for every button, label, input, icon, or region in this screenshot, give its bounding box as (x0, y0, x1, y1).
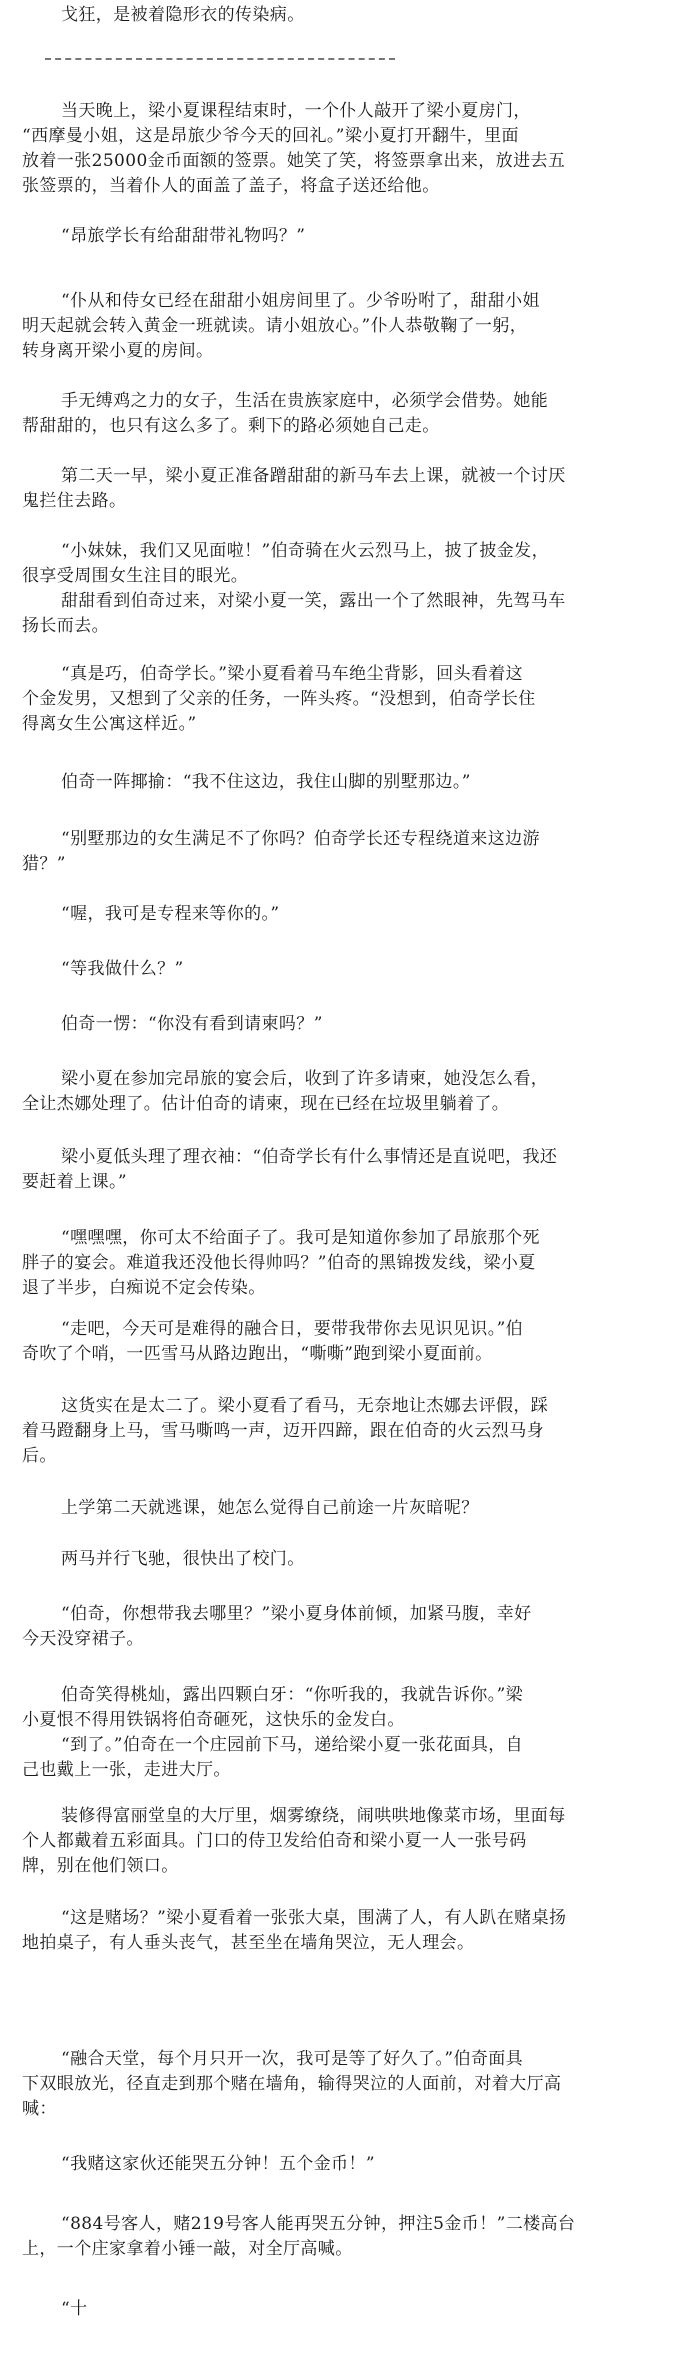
text-line: 扬长而去。 (22, 616, 109, 636)
text-line: 这货实在是太二了。梁小夏看了看马，无奈地让杰娜去评假，踩 (61, 1396, 549, 1416)
text-line: 着马蹬翻身上马，雪马嘶鸣一声，迈开四蹄，跟在伯奇的火云烈马身 (22, 1421, 544, 1441)
text-line: 戈狂，是被着隐形衣的传染病。 (61, 5, 305, 25)
separator-line (45, 58, 395, 60)
text-line: 得离女生公寓这样近。” (22, 714, 197, 734)
text-line: “这是赌场？”梁小夏看着一张张大桌，围满了人，有人趴在赌桌扬 (61, 1908, 567, 1928)
text-line: 己也戴上一张，走进大厅。 (22, 1760, 231, 1780)
text-line: 伯奇笑得桃灿，露出四颗白牙：“你听我的，我就告诉你。”梁 (61, 1685, 524, 1705)
text-line: 个人都戴着五彩面具。门口的侍卫发给伯奇和梁小夏一人一张号码 (22, 1831, 527, 1851)
text-line: 放着一张25000金币面额的签票。她笑了笑，将签票拿出来，放进去五 (22, 151, 566, 171)
text-line: 两马并行飞驰，很快出了校门。 (61, 1549, 305, 1569)
text-line: 甜甜看到伯奇过来，对梁小夏一笑，露出一个了然眼神，先驾马车 (61, 591, 566, 611)
text-line: 今天没穿裙子。 (22, 1629, 144, 1649)
text-line: “喔，我可是专程来等你的。” (61, 904, 280, 924)
text-line: 全让杰娜处理了。估计伯奇的请柬，现在已经在垃圾里躺着了。 (22, 1094, 510, 1114)
text-line: “等我做什么？” (61, 959, 184, 979)
text-line: 小夏恨不得用铁锅将伯奇砸死，这快乐的金发白。 (22, 1710, 405, 1730)
text-line: 第二天一早，梁小夏正准备蹭甜甜的新马车去上课，就被一个讨厌 (61, 466, 566, 486)
text-line: 喊： (22, 2099, 57, 2119)
text-line: 手无缚鸡之力的女子，生活在贵族家庭中，必须学会借势。她能 (61, 391, 549, 411)
text-line: “到了。”伯奇在一个庄园前下马，递给梁小夏一张花面具，自 (61, 1735, 524, 1755)
text-line: 要赶着上课。” (22, 1172, 127, 1192)
text-line: “小妹妹，我们又见面啦！”伯奇骑在火云烈马上，披了披金发， (61, 541, 549, 561)
text-line: 很享受周围女生注目的眼光。 (22, 566, 249, 586)
text-line: 上学第二天就逃课，她怎么觉得自己前途一片灰暗呢？ (61, 1498, 479, 1518)
text-line: 牌，别在他们领口。 (22, 1856, 179, 1876)
text-line: 奇吹了个哨，一匹雪马从路边跑出，“嘶嘶”跑到梁小夏面前。 (22, 1344, 493, 1364)
text-line: “伯奇，你想带我去哪里？”梁小夏身体前倾，加紧马腹，幸好 (61, 1604, 532, 1624)
text-line: 当天晚上，梁小夏课程结束时，一个仆人敲开了梁小夏房门， (61, 101, 531, 121)
text-line: 猎？” (22, 854, 66, 874)
text-line: 装修得富丽堂皇的大厅里，烟雾缭绕，闹哄哄地像菜市场，里面每 (61, 1806, 566, 1826)
text-line: 下双眼放光，径直走到那个赌在墙角，输得哭泣的人面前，对着大厅高 (22, 2074, 562, 2094)
text-line: 伯奇一阵揶揄：“我不住这边，我住山脚的别墅那边。” (61, 772, 471, 792)
text-line: “我赌这家伙还能哭五分钟！五个金币！” (61, 2154, 375, 2174)
text-line: 帮甜甜的，也只有这么多了。剩下的路必须她自己走。 (22, 416, 440, 436)
text-line: “西摩曼小姐，这是昂旅少爷今天的回礼。”梁小夏打开翻牛，里面 (22, 126, 519, 146)
text-line: 后。 (22, 1446, 57, 1466)
text-line: “仆从和侍女已经在甜甜小姐房间里了。少爷吩咐了，甜甜小姐 (61, 291, 540, 311)
text-line: 上，一个庄家拿着小锤一敲，对全厅高喊。 (22, 2239, 353, 2259)
text-line: 转身离开梁小夏的房间。 (22, 341, 214, 361)
text-line: 鬼拦住去路。 (22, 491, 127, 511)
text-line: “别墅那边的女生满足不了你吗？伯奇学长还专程绕道来这边游 (61, 829, 540, 849)
text-line: 梁小夏在参加完昂旅的宴会后，收到了许多请柬，她没怎么看， (61, 1069, 549, 1089)
text-line: “884号客人，赌219号客人能再哭五分钟，押注5金币！”二楼高台 (61, 2214, 576, 2234)
text-line: 明天起就会转入黄金一班就读。请小姐放心。”仆人恭敬鞠了一躬， (22, 316, 528, 336)
text-line: “融合天堂，每个月只开一次，我可是等了好久了。”伯奇面具 (61, 2049, 524, 2069)
text-line: 退了半步，白痴说不定会传染。 (22, 1278, 266, 1298)
text-line: “十 (61, 2299, 88, 2319)
text-line: “真是巧，伯奇学长。”梁小夏看着马车绝尘背影，回头看着这 (61, 664, 524, 684)
text-line: “嘿嘿嘿，你可太不给面子了。我可是知道你参加了昂旅那个死 (61, 1228, 540, 1248)
text-line: 张签票的，当着仆人的面盖了盖子，将盒子送还给他。 (22, 176, 440, 196)
text-line: 伯奇一愣：“你没有看到请柬吗？” (61, 1014, 323, 1034)
text-line: 胖子的宴会。难道我还没他长得帅吗？”伯奇的黑锦拨发线，梁小夏 (22, 1253, 536, 1273)
text-line: 个金发男，又想到了父亲的任务，一阵头疼。“没想到，伯奇学长住 (22, 689, 536, 709)
text-line: 梁小夏低头理了理衣袖：“伯奇学长有什么事情还是直说吧，我还 (61, 1147, 558, 1167)
text-line: “走吧，今天可是难得的融合日，要带我带你去见识见识。”伯 (61, 1319, 524, 1339)
text-line: 地拍桌子，有人垂头丧气，甚至坐在墙角哭泣，无人理会。 (22, 1933, 475, 1953)
text-line: “昂旅学长有给甜甜带礼物吗？” (61, 226, 306, 246)
